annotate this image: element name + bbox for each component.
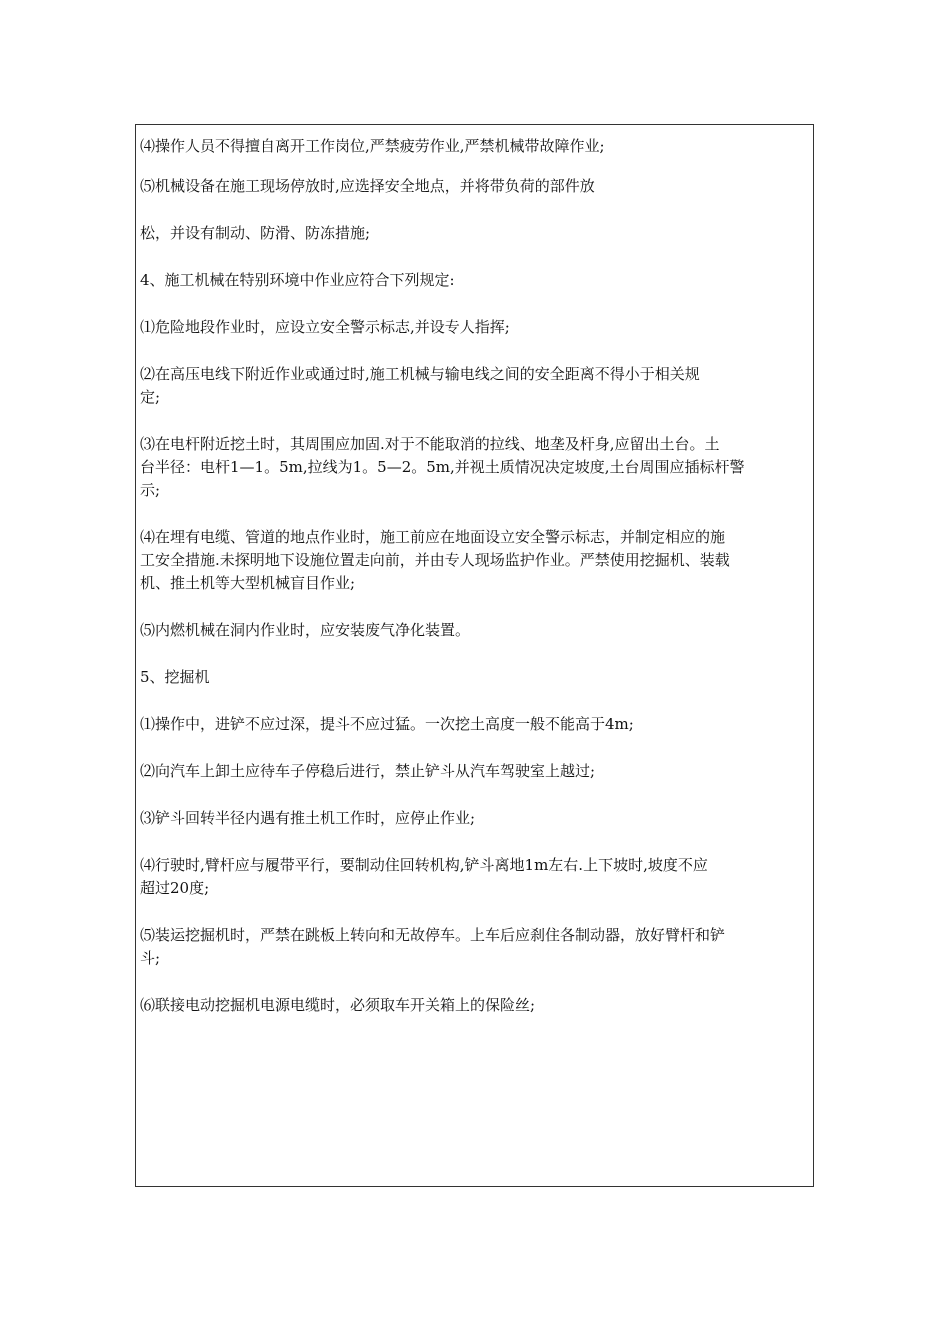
paragraph-line: ⑸内燃机械在洞内作业时，应安装废气净化装置。 <box>140 621 471 639</box>
paragraph <box>140 760 810 783</box>
document-body <box>140 135 810 1041</box>
paragraph-line: 斗; <box>140 949 161 967</box>
paragraph-line: 工安全措施.未探明地下设施位置走向前，并由专人现场监护作业。严禁使用挖掘机、装载 <box>140 551 730 569</box>
paragraph <box>140 316 810 339</box>
paragraph-line: ⑷行驶时,臂杆应与履带平行，要制动住回转机构,铲斗离地1m左右.上下坡时,坡度不应 <box>140 856 708 874</box>
paragraph <box>140 619 810 642</box>
paragraph-line: ⑵向汽车上卸土应待车子停稳后进行，禁止铲斗从汽车驾驶室上越过; <box>140 762 596 780</box>
paragraph-line: ⑴危险地段作业时，应设立安全警示标志,并设专人指挥; <box>140 318 510 336</box>
paragraph <box>140 807 810 830</box>
paragraph-line: ⑶铲斗回转半径内遇有推土机工作时，应停止作业; <box>140 809 476 827</box>
paragraph-line: 4、施工机械在特别环境中作业应符合下列规定: <box>140 271 455 289</box>
paragraph-line: 定; <box>140 388 161 406</box>
paragraph-line: ⑸装运挖掘机时，严禁在跳板上转向和无故停车。上车后应刹住各制动器，放好臂杆和铲 <box>140 926 726 944</box>
paragraph-line: ⑵在高压电线下附近作业或通过时,施工机械与输电线之间的安全距离不得小于相关规 <box>140 365 700 383</box>
paragraph <box>140 363 810 409</box>
paragraph-line: ⑷操作人员不得擅自离开工作岗位,严禁疲劳作业,严禁机械带故障作业; <box>140 137 605 155</box>
paragraph-line: ⑴操作中，进铲不应过深，提斗不应过猛。一次挖土高度一般不能高于4m; <box>140 715 634 733</box>
paragraph-line: 超过20度; <box>140 879 210 897</box>
paragraph-line: 示; <box>140 481 161 499</box>
paragraph-line: ⑸机械设备在施工现场停放时,应选择安全地点，并将带负荷的部件放 <box>140 177 595 195</box>
paragraph <box>140 854 810 900</box>
paragraph-line: 台半径：电杆1—1。5m,拉线为1。5—2。5m,并视土质情况决定坡度,土台周围应插标杆警 <box>140 458 745 476</box>
paragraph <box>140 713 810 736</box>
paragraph <box>140 526 810 595</box>
paragraph-line: 松，并设有制动、防滑、防冻措施; <box>140 224 371 242</box>
paragraph <box>140 175 810 198</box>
paragraph <box>140 994 810 1017</box>
paragraph-line: 机、推土机等大型机械盲目作业; <box>140 574 356 592</box>
paragraph-line: ⑶在电杆附近挖土时，其周围应加固.对于不能取消的拉线、地垄及杆身,应留出土台。土 <box>140 435 720 453</box>
paragraph <box>140 433 810 502</box>
paragraph <box>140 222 810 245</box>
section-heading: 5、挖掘机 <box>140 668 210 686</box>
paragraph <box>140 666 810 689</box>
paragraph <box>140 269 810 292</box>
paragraph <box>140 924 810 970</box>
paragraph <box>140 135 810 158</box>
paragraph-line: ⑹联接电动挖掘机电源电缆时，必须取车开关箱上的保险丝; <box>140 996 536 1014</box>
paragraph-line: ⑷在埋有电缆、管道的地点作业时，施工前应在地面设立安全警示标志，并制定相应的施 <box>140 528 726 546</box>
